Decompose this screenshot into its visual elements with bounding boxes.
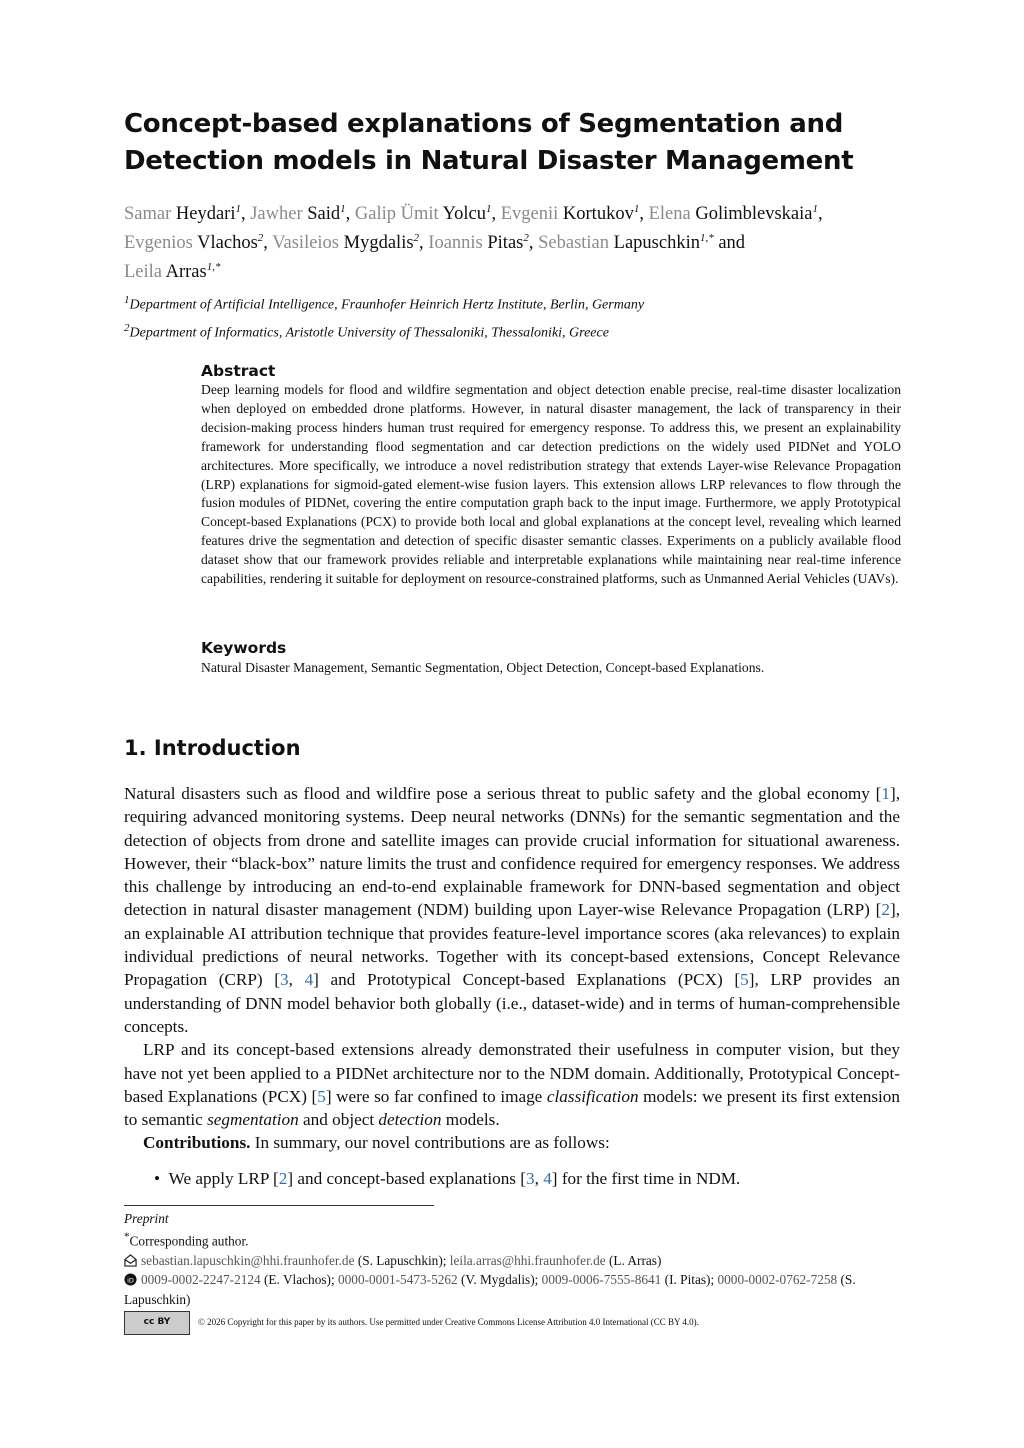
author-given-name: Leila bbox=[124, 262, 163, 283]
citation-link[interactable]: 5 bbox=[317, 1086, 326, 1106]
affiliation bbox=[124, 317, 904, 345]
envelope-icon bbox=[124, 1254, 137, 1267]
section-heading-introduction: 1. Introduction bbox=[124, 736, 301, 760]
orcid-link[interactable]: 0000-0001-5473-5262 bbox=[338, 1272, 458, 1288]
text-run: We apply LRP [ bbox=[168, 1168, 279, 1188]
orcid-owner: (S. Lapuschkin) bbox=[124, 1272, 856, 1307]
paragraph bbox=[124, 782, 900, 1038]
orcid-link[interactable]: 0000-0002-0762-7258 bbox=[717, 1272, 838, 1288]
author bbox=[428, 233, 529, 253]
text-run: segmentation bbox=[207, 1110, 299, 1130]
license-text: © 2026 Copyright for this paper by its authors. Use permitted under Creative Commons License Attribution 4.0 International (CC BY 4.0). bbox=[198, 1317, 699, 1328]
text-run: models. bbox=[441, 1110, 500, 1130]
orcid-link[interactable]: 0009-0002-2247-2124 bbox=[141, 1272, 261, 1288]
license-line bbox=[124, 1311, 904, 1335]
author-affiliation-marker: 1,* bbox=[699, 232, 714, 245]
text-run: ], LRP provides an understanding of DNN model behavior both globally (i.e., dataset-wide) and in terms of human-comprehensible concepts. bbox=[124, 970, 900, 1036]
text-run: detection bbox=[378, 1110, 442, 1130]
footnote-rule bbox=[124, 1205, 434, 1206]
corresponding-marker: * bbox=[124, 1231, 130, 1244]
author-family-name: Kortukov bbox=[562, 204, 634, 225]
cc-by-logo: cc BY bbox=[124, 1311, 190, 1335]
citation-link[interactable]: 2 bbox=[278, 1168, 288, 1188]
text-run: Contributions. bbox=[143, 1133, 251, 1153]
author-affiliation-marker: 1 bbox=[340, 203, 346, 215]
author-family-name: Lapuschkin bbox=[613, 233, 700, 254]
preprint-label: Preprint bbox=[124, 1211, 169, 1226]
author bbox=[124, 204, 241, 224]
author bbox=[272, 233, 419, 253]
email-owner: (L. Arras) bbox=[608, 1253, 662, 1269]
citation-link[interactable]: 2 bbox=[881, 900, 890, 920]
keywords-heading: Keywords bbox=[201, 639, 287, 657]
orcid-icon bbox=[124, 1273, 137, 1286]
author-list: Samar Heydari$^1$, Jawher Said$^1$, Galip Ümit Yolcu$^1$, Evgenii Kortukov$^1$, Elena Golimblevskaia$^1$, Evgenios Vlachos$^2$, Vasileios Mygdalis$^2$, Ioannis Pitas$^2$, Sebastian Lapuschkin$^{1,*}$ and Leila Arras$^{1,*}$ bbox=[124, 203, 823, 283]
text-run: ] for the first time in NDM. bbox=[551, 1168, 741, 1188]
citation-link[interactable]: 5 bbox=[740, 970, 749, 990]
author-given-name: Jawher bbox=[250, 204, 303, 225]
citation-link[interactable]: 3 bbox=[280, 970, 289, 990]
author-family-name: Arras bbox=[165, 262, 207, 283]
author bbox=[355, 204, 492, 224]
orcid-link[interactable]: 0009-0006-7555-8641 bbox=[541, 1272, 662, 1288]
author bbox=[538, 233, 714, 253]
bullet-marker: • bbox=[154, 1168, 169, 1188]
author-given-name: Evgenios bbox=[124, 233, 193, 254]
affiliation-text: Department of Artificial Intelligence, Fraunhofer Heinrich Hertz Institute, Berlin, Germany bbox=[129, 297, 645, 313]
email-link[interactable]: sebastian.lapuschkin@hhi.fraunhofer.de bbox=[141, 1253, 355, 1269]
author-given-name: Sebastian bbox=[538, 233, 610, 254]
citation-link[interactable]: 4 bbox=[543, 1168, 552, 1188]
citation-link[interactable]: 4 bbox=[304, 970, 314, 990]
abstract-text: Deep learning models for flood and wildfire segmentation and object detection enable precise, real-time disaster localization when deployed on embedded drone platforms. However, in natural disaster management, the lack of transparency in their decision-making process hinders human trust required for emergency response. To address this, we present an explainability framework for understanding flood segmentation and car detection predictions on the widely used PIDNet and YOLO architectures. More specifically, we introduce a novel redistribution strategy that extends Layer-wise Relevance Propagation (LRP) explanations for sigmoid-gated element-wise fusion layers. This extension allows LRP relevances to flow through the fusion modules of PIDNet, covering the entire computation graph back to the input image. Furthermore, we apply Prototypical Concept-based Explanations (PCX) to provide both local and global explanations at the concept level, revealing which learned features drive the segmentation and detection of specific disaster semantic classes. Experiments on a publicly available flood dataset show that our framework provides reliable and interpretable explanations while maintaining near real-time inference capabilities, rendering it suitable for deployment on resource-constrained platforms, such as Unmanned Aerial Vehicles (UAVs). bbox=[201, 382, 901, 587]
affiliation-marker: 1 bbox=[124, 294, 130, 306]
bullet-text bbox=[169, 1169, 741, 1188]
orcid-owner: (V. Mygdalis) bbox=[461, 1272, 535, 1288]
author-affiliation-marker: 1 bbox=[235, 203, 241, 215]
introduction-body bbox=[124, 782, 900, 1190]
citation-link[interactable]: 3 bbox=[526, 1168, 535, 1188]
affiliation-text: Department of Informatics, Aristotle University of Thessaloniki, Thessaloniki, Greece bbox=[129, 325, 609, 341]
keywords-text: Natural Disaster Management, Semantic Segmentation, Object Detection, Concept-based Explanations. bbox=[201, 660, 765, 675]
email-owner: (S. Lapuschkin) bbox=[357, 1253, 443, 1269]
author-given-name: Ioannis bbox=[428, 233, 483, 254]
affiliations bbox=[124, 289, 904, 344]
author-family-name: Pitas bbox=[487, 233, 524, 254]
author-affiliation-marker: 2 bbox=[413, 232, 420, 245]
text-run: classification bbox=[546, 1086, 639, 1106]
author-family-name: Mygdalis bbox=[343, 233, 414, 254]
author bbox=[250, 204, 345, 224]
author-given-name: Galip Ümit bbox=[354, 204, 439, 225]
orcid-owner: (E. Vlachos) bbox=[264, 1272, 331, 1288]
orcid-owner: (I. Pitas) bbox=[664, 1272, 711, 1288]
text-run: Natural disasters such as flood and wildfire pose a serious threat to public safety and the global economy [ bbox=[124, 784, 882, 803]
abstract-heading: Abstract bbox=[201, 362, 276, 380]
email-line: sebastian.lapuschkin@hhi.fraunhofer.de (S. Lapuschkin); leila.arras@hhi.fraunhofer.de (L. Arras) bbox=[124, 1251, 904, 1270]
author-given-name: Samar bbox=[124, 204, 172, 225]
text-run: , bbox=[288, 970, 305, 990]
text-run: ] were so far confined to image bbox=[325, 1086, 547, 1106]
corresponding-note: Corresponding author. bbox=[129, 1233, 249, 1249]
author-given-name: Vasileios bbox=[272, 233, 340, 254]
author-affiliation-marker: 1 bbox=[633, 203, 640, 215]
keywords-section bbox=[201, 638, 901, 677]
affiliation-marker: 2 bbox=[124, 321, 130, 334]
orcid-line: iD 0009-0002-2247-2124 (E. Vlachos); 0000-0001-5473-5262 (V. Mygdalis); 0009-0006-7555-8641 (I. Pitas); 0000-0002-0762-7258 (S. Lapuschkin) bbox=[124, 1272, 856, 1307]
text-run: and object bbox=[298, 1110, 379, 1130]
svg-text:iD: iD bbox=[127, 1276, 134, 1285]
text-run: ] and Prototypical Concept-based Explanations (PCX) [ bbox=[313, 970, 741, 990]
author-affiliation-marker: 1,* bbox=[206, 261, 221, 274]
author-given-name: Evgenii bbox=[500, 204, 559, 225]
text-run: LRP and its concept-based extensions already demonstrated their usefulness in computer vision, but they have not yet been applied to a PIDNet architecture nor to the NDM domain. Additionally, Prototypical Concept-based Explanations (PCX) [ bbox=[124, 1040, 900, 1106]
email-link[interactable]: leila.arras@hhi.fraunhofer.de bbox=[449, 1253, 606, 1269]
text-run: models: we present its first extension to semantic bbox=[124, 1086, 900, 1130]
author bbox=[501, 204, 640, 224]
abstract-section bbox=[201, 361, 901, 589]
bullet-item bbox=[154, 1167, 900, 1190]
text-run: ], an explainable AI attribution technique that provides feature-level importance scores (aka relevances) to explain individual predictions of neural networks. Together with its concept-based extensions, Concept Relevance Propagation (CRP) [ bbox=[124, 900, 900, 990]
author bbox=[124, 233, 263, 253]
author-family-name: Golimblevskaia bbox=[695, 204, 813, 225]
author-family-name: Said bbox=[307, 204, 341, 225]
text-run: ], requiring advanced monitoring systems. Deep neural networks (DNNs) for the semantic segmentation and the detection of objects from drone and satellite images can provide crucial information for situational awareness. However, their “black-box” nature limits the trust and confidence required for emergency responses. We address this challenge by introducing an end-to-end explainable framework for DNN-based segmentation and object detection in natural disaster management (NDM) building upon Layer-wise Relevance Propagation (LRP) [ bbox=[124, 784, 900, 920]
author-conjunction: and bbox=[718, 233, 746, 254]
paper-title: Concept-based explanations of Segmentation and Detection models in Natural Disaster Management bbox=[124, 109, 854, 176]
author-given-name: Elena bbox=[648, 204, 691, 225]
author-family-name: Yolcu bbox=[442, 204, 486, 225]
author-affiliation-marker: 2 bbox=[523, 232, 529, 245]
text-run: ] and concept-based explanations [ bbox=[287, 1168, 527, 1188]
author bbox=[649, 204, 818, 224]
author-family-name: Heydari bbox=[175, 204, 236, 225]
footnotes bbox=[124, 1209, 904, 1335]
author-affiliation-marker: 1 bbox=[812, 203, 818, 215]
text-run: In summary, our novel contributions are as follows: bbox=[250, 1133, 610, 1153]
affiliation bbox=[124, 289, 904, 317]
text-run: , bbox=[534, 1168, 544, 1188]
paragraph bbox=[124, 1038, 900, 1131]
author-affiliation-marker: 2 bbox=[257, 232, 264, 245]
paragraph bbox=[124, 1131, 900, 1154]
author-family-name: Vlachos bbox=[197, 233, 258, 254]
citation-link[interactable]: 1 bbox=[881, 784, 890, 803]
author bbox=[124, 262, 220, 282]
author-affiliation-marker: 1 bbox=[485, 203, 492, 215]
